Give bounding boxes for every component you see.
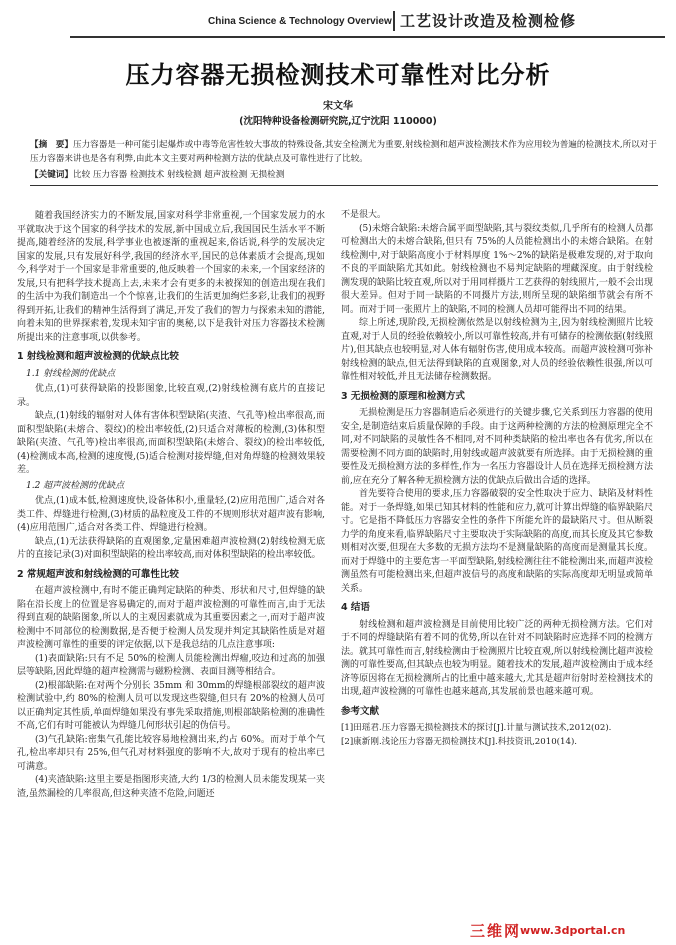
paragraph: (1)表面缺陷:只有不足 50%的检测人员能检测出焊瘤,咬边和过高的加强层等缺陷,因此焊缝的超声检测需与磁粉检测、表面目测等相结合。	[17, 653, 325, 677]
paragraph: 优点,(1)可获得缺陷的投影图象,比较直观,(2)射线检测有底片的直接记录。	[17, 384, 325, 408]
paragraph: 缺点,(1)射线的辐射对人体有害体积型缺陷(夹渣、气孔等)检出率很高,而面积型缺陷(未熔合、裂纹)的检出率较低,(2)只适合对薄板的检测,(3)体积型缺陷(夹渣、气孔等)检出率很高,而面积型缺陷(未熔合、裂纹)的检出率较低,(4)检测成本高,检测的速度慢,(5)适合检测对接焊缝,但对角焊缝的检测效果较差。	[17, 411, 325, 475]
paragraph: 在超声波检测中,有时不能正确判定缺陷的种类、形状和尺寸,但焊缝的缺陷在沿长度上的位置是容易确定的,而对于超声波检测的可靠性而言,由于无法得到直观的缺陷图象,所以人的主观因素就成为其重要因素之一,而对于超声波检测中不同部位的检测数据,是否便于检测人员发现并判定其缺陷性质是对超声波检测可靠性的重要的评定依据,以下是我总结的几点注意事项:	[17, 586, 325, 650]
author-name: 宋文华	[323, 101, 353, 112]
paragraph: 射线检测和超声波检测是目前使用比较广泛的两种无损检测方法。它们对于不同的焊缝缺陷有着不同的优势,所以在针对不同缺陷时应选择不同的检测方法。就其可靠性而言,射线检测由于检测照片比较直观,所以射线检测比超声波检测的可靠性要高,但其缺点也较为明显。随着技术的发展,超声波检测由于成本经济等原因将在无损检测所占的比重中越来越大,尤其是超声衍射时差检测技术的出现,超声波检测的可靠性也越来越高,其发展前景也越来越可观。	[341, 619, 653, 697]
header-separator	[393, 11, 395, 31]
keywords-label: 【关键词】	[30, 170, 73, 180]
running-header	[0, 8, 676, 38]
paragraph: 缺点,(1)无法获得缺陷的直观图象,定量困难超声波检测(2)射线检测无底片的直接记录(3)对面积型缺陷的检出率较高,而对体积型缺陷的检出率较低。	[17, 536, 325, 560]
abstract-label: 【摘 要】	[30, 140, 73, 150]
paragraph: 综上所述,现阶段,无损检测依然是以射线检测为主,因为射线检测照片比较直观,对于人员的经验依赖较小,所以可靠性较高,并有可储存的检测依据(射线照片),但其缺点也较明显,对人体有辐射伤害,使用成本较高。而超声波检测可弥补射线检测的缺点,但无法得到缺陷的直观图象,对人员的经验依赖性很强,所以可靠性相对较低,并且无法储存检测数据。	[341, 318, 653, 382]
paragraph: 不是很大。	[341, 210, 387, 220]
subsection-heading: 1.1 射线检测的优缺点	[26, 368, 116, 379]
reference-item: [1]田瑶君.压力容器无损检测技术的探讨[J].计量与测试技术,2012(02).	[341, 723, 612, 733]
section-title: 工艺设计改造及检测检修	[400, 12, 577, 30]
references-heading: 参考文献	[341, 705, 380, 717]
keywords	[30, 168, 658, 182]
section-heading: 1 射线检测和超声波检测的优缺点比较	[17, 351, 179, 362]
paragraph: 随着我国经济实力的不断发展,国家对科学非常重视,一个国家发展力的水平就取决于这个国家的科学技术的发展,新中国成立后,我国国民生活水平不断提高,随着经济的发展,科学事业也被逐渐的重视起来,俗话说,科学的发展决定国家的发展,只有发展好科学,我国的经济水平,国民的总体素质才会提高,现如今,科学对于一个国家是非常重要的,他反映着一个国家的未来,一个国家经济的发展,只有把科学技术提高上去,未来才会有更多的未被探知的创造出现在我们的生活中为我们制造出一个个惊喜,让我们的生活更加绚烂多彩,让我们的视野得到开拓,让我们的精神生活得到了满足,开发了我们的智力与探索未知的潜能,向着未知的世界探索着,发现未知宇宙的奥秘,以下是我针对压力容器技术检测所提出来的注意事项,以供参考。	[17, 211, 325, 343]
right-column	[341, 209, 653, 749]
subsection-heading: 1.2 超声波检测的优缺点	[26, 480, 125, 491]
watermark-logo: 三维网	[470, 922, 522, 940]
paragraph: (4)夹渣缺陷:这里主要是指图形夹渣,大约 1/3的检测人员未能发现某一夹渣,虽然漏检的几率很高,但这种夹渣不危险,问题还	[17, 775, 325, 799]
left-column	[17, 210, 325, 801]
section-heading: 2 常规超声波和射线检测的可靠性比较	[17, 568, 179, 580]
paragraph: (2)根部缺陷:在对两个分别长 35mm 和 30mm的焊缝根部裂纹的超声波检测试验中,约 80%的检测人员可以发现这些裂缝,但只有 20%的检测人员可以正确判定其性质,单面焊缝如果没有事先采取措施,则根部缺陷检测的准确性不高,它们有时可能被认为焊缝几何形状引起的伪信号。	[17, 680, 325, 731]
article-title: 压力容器无损检测技术可靠性对比分析	[125, 61, 551, 89]
abstract-text: 压力容器是一种可能引起爆炸或中毒等危害性较大事故的特殊设备,其安全检测尤为重要,射线检测和超声波检测技术作为应用较为普遍的检测技术,所以对于压力容器来讲也是各有利弊,由此本文主要对两种检测方法的优缺点及可靠性进行了比较。	[30, 140, 657, 164]
watermark-url: www.3dportal.cn	[520, 924, 626, 937]
paragraph: (3)气孔缺陷:密集气孔能比较容易地检测出来,约占 60%。而对于单个气孔,检出率却只有 25%,但气孔对材料强度的影响不大,故对于现有的检出率已可满意。	[17, 734, 325, 772]
paragraph: 首先要符合使用的要求,压力容器破裂的安全性取决于应力、缺陷及材料性能。对于一条焊缝,如果已知其材料的性能和应力,就可计算出焊缝的临界缺陷尺寸。它是指不降低压力容器安全性的条件下所能允许的最缺陷尺寸。但从断裂力学的角度来看,临界缺陷尺寸主要取决于实际缺陷的高度,而其长度及其它参数则相对次要,但现在大多数的无损方法均不是测量缺陷的高度而是测量其长度。而对于焊缝中的主要危害一平面型缺陷,射线检测往往不能检测出来,而超声波检测虽然有可能检测出来,但超声波信号的高度和缺陷的实际高度却无明显或简单关系。	[341, 489, 653, 594]
section-heading: 4 结语	[341, 602, 370, 613]
keywords-text: 比较 压力容器 检测技术 射线检测 超声波检测 无损检测	[72, 170, 285, 180]
author-affiliation: (沈阳特种设备检测研究院,辽宁沈阳 110000)	[239, 116, 437, 127]
abstract-rule	[30, 185, 658, 186]
section-heading: 3 无损检测的原理和检测方式	[341, 390, 465, 402]
reference-item: [2]康新刚.浅论压力容器无损检测技术[J].科技资讯,2010(14).	[341, 736, 578, 747]
paragraph: 优点,(1)成本低,检测速度快,设备体积小,重量轻,(2)应用范围广,适合对各类工件、焊缝进行检测,(3)材质的晶粒度及工件的不规则形状对超声波有影响,(4)应用范围广,适合对各类工件、焊缝进行检测。	[17, 496, 325, 533]
journal-name: China Science & Technology Overview	[208, 16, 392, 27]
paragraph: (5)未熔合缺陷:未熔合属平面型缺陷,其与裂纹类似,几乎所有的检测人员都可检测出大的未熔合缺陷,但只有 75%的人员能检测出小的未熔合缺陷。在射线检测中,对于缺陷高度小于材料厚度 1%～2%的缺陷是极难发现的,对于取向不良的平面缺陷尤其如此。射线检测也不易判定缺陷的埋藏深度。由于射线检测发现的缺陷比较直观,所以对于用同样摄片工艺获得的射线照片,一般不会出现很大差异。但对于同一缺陷的不同摄片方法,则所呈现的缺陷细节就会有所不同。而对于同一张照片上的缺陷,不同的检测人员却可能得出不同的结果。	[341, 223, 653, 315]
abstract	[30, 138, 658, 166]
header-rule	[70, 36, 665, 38]
paragraph: 无损检测是压力容器制造后必须进行的关键步骤,它关系到压力容器的使用安全,是制造结束后质量保障的手段。由于这两种检测的方法的检测原理完全不同,对不同缺陷的灵敏性各不相同,对不同种类缺陷的检出率也各有优劣,所以在需要检测不同方面的缺陷时,用射线或超声波就要有所选择。由于无损检测的重要性及无损检测方法的多样性,作为一名压力容器设计人员在选择无损检测方法前,应在充分了解各种无损检测方法的优缺点后做出合适的选择。	[341, 408, 653, 486]
